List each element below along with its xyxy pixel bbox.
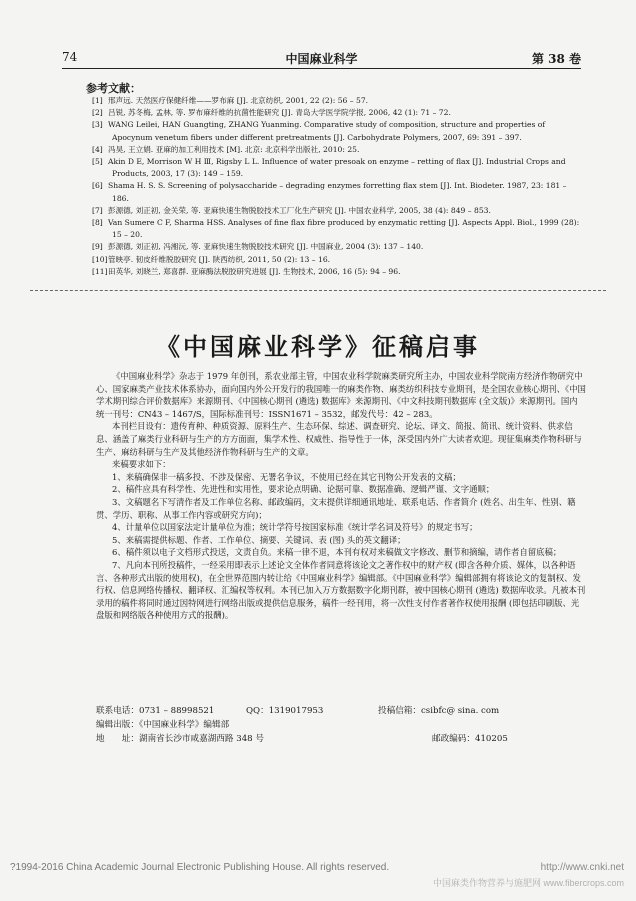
reference-number: [7] (92, 205, 103, 215)
reference-text: 彭源德, 刘正初, 金关荣, 等. 亚麻快速生物脱胶技术工厂化生产研究 [J]. 中国农业科学, 2005, 38 (4): 849 – 853. (108, 205, 491, 215)
requirement-item: 1、来稿确保非一稿多投、不涉及保密、无署名争议，不使用已经在其它刊物公开发表的文稿； (112, 471, 461, 482)
page-header (62, 50, 581, 66)
reference-text: Shama H. S. S. Screening of polysaccharide – degrading enzymes forretting flax stem [J]. Int. Biodeter. 1987, 23: 181 – 186. (108, 181, 567, 203)
requirements-heading: 来稿要求如下： (112, 459, 171, 470)
email-label: 投稿信箱： (378, 706, 421, 716)
reference-item (92, 205, 580, 217)
page-number: 74 (62, 50, 78, 64)
reference-number: [1] (92, 96, 103, 105)
reference-text: WANG Leilei, HAN Guangting, ZHANG Yuanming. Comparative study of composition, structure and properties of Apocynum venetum fibers under different pretreatments [J]. Carbohydrate Polymers, 2007, 69: 391 – 397. (108, 120, 546, 142)
reference-item (92, 107, 580, 119)
reference-item (92, 119, 580, 143)
requirement-item: 4、计量单位以国家法定计量单位为准；统计学符号按国家标准《统计学名词及符号》的规定书写； (112, 522, 478, 533)
qq-value: 1319017953 (268, 706, 324, 716)
reference-text: 邢声远. 天然医疗保健纤维——罗布麻 [J]. 北京纺织, 2001, 22 (2): 56 – 57. (108, 96, 369, 105)
requirement-item: 7、凡向本刊所投稿件，一经采用即表示上述论文全体作者同意将该论文之著作权中的财产权 (即含各种介质、媒体，以各种语言、各种形式出版的使用权)，在全世界范围内转让给《中国麻业科学》编辑部。《中国麻业科学》编辑部拥有将该论文的复制权、发行权、信息网络传播权、翻译权、汇编权等权利。本刊已加入万方数据数字化期刊群，被中国核心期刊 (遴选) 数据库收录。凡被本刊录用的稿件将同时通过因特网进行网络出版或提供信息服务，稿件一经刊用，将一次性支付作者著作权使用报酬 (即包括印刷版、光盘版和网络版各种使用方式的报酬)。 (96, 559, 586, 621)
notice-body (96, 370, 586, 622)
reference-item (92, 144, 580, 156)
contact-row-2 (96, 718, 586, 732)
notice-title: 《中国麻业科学》征稿启事 (156, 333, 480, 361)
dept-value: 《中国麻业科学》编辑部 (138, 720, 230, 730)
reference-number: [3] (92, 120, 103, 130)
requirement-item: 2、稿件应具有科学性、先进性和实用性，要求论点明确、论据可靠、数据准确、逻辑严谨、文字通顺； (112, 484, 495, 495)
reference-item (92, 241, 580, 253)
header-divider (62, 68, 581, 69)
reference-item (92, 95, 580, 107)
reference-item (92, 266, 580, 278)
phone-value: 0731 – 88998521 (138, 706, 215, 716)
reference-number: [6] (92, 181, 103, 191)
dept-label: 编辑出版： (96, 720, 139, 730)
reference-number: [4] (92, 144, 103, 154)
journal-title: 中国麻业科学 (285, 52, 358, 66)
reference-list (92, 95, 580, 278)
reference-text: Akin D E, Morrison W H Ⅲ, Rigsby L L. Influence of water presoak on enzyme – retting of flax [J]. Industrial Crops and Products, 2003, 17 (3): 149 – 159. (108, 157, 566, 179)
postcode-value: 410205 (474, 734, 508, 744)
reference-text: 彭源德, 刘正初, 冯湘沅, 等. 亚麻快速生物脱胶技术研究 [J]. 中国麻业, 2004 (3): 137 – 140. (108, 242, 424, 252)
contact-row-1 (96, 704, 586, 718)
qq-label: QQ： (246, 706, 269, 716)
reference-item (92, 156, 580, 180)
requirement-item: 3、文稿题名下写清作者及工作单位名称、邮政编码，文末提供详细通讯地址、联系电话、作者简介 (姓名、出生年、性别、籍贯、学历、职称、从事工作内容或研究方向)； (96, 496, 576, 520)
reference-item (92, 217, 580, 241)
reference-text: 管映亭. 韧皮纤维脱胶研究 [J]. 陕西纺织, 2011, 50 (2): 13 – 16. (108, 254, 331, 264)
reference-text: Van Sumere C F, Sharma HSS. Analyses of fine flax fibre produced by enzymatic retting [J]. Aspects Appl. Biol., 1999 (28): 15 – 20. (108, 218, 580, 240)
reference-text: 吕锐, 苏冬梅, 孟林, 等. 罗布麻纤维的抗菌性能研究 [J]. 青岛大学医学院学报, 2006, 42 (1): 71 – 72. (108, 108, 451, 118)
reference-number: [2] (92, 108, 103, 118)
contact-row-3 (96, 732, 586, 746)
address-value: 湖南省长沙市咸嘉湖西路 348 号 (138, 734, 264, 744)
cnki-link[interactable]: http://www.cnki.net (540, 862, 624, 873)
columns-paragraph: 本刊栏目设有：遗传育种、种质资源、原料生产、生态环保、综述、调查研究、论坛、译文、简报、简讯、统计资料、供求信息、涵盖了麻类行业科研与生产的方方面面，集学术性、权威性、指导性于一体，深受国内外广大读者欢迎。现征集麻类作物科研与生产、麻纺科研与生产及其他经济作物科研与生产的文章。 (96, 421, 582, 457)
reference-item (92, 254, 580, 266)
requirement-item: 6、稿件须以电子文档形式投送，文责自负。来稿一律不退，本刊有权对来稿做文字修改、删节和摘编，请作者自留底稿； (112, 547, 562, 558)
email-value[interactable]: csibfc@ sina. com (420, 706, 500, 716)
reference-number: [8] (92, 218, 103, 228)
reference-text: 田英华, 刘晓兰, 郑喜群. 亚麻酶法脱胶研究进展 [J]. 生物技术, 2006, 16 (5): 94 – 96. (108, 266, 401, 276)
site-watermark: 中国麻类作物营养与施肥网 www.fibercrops.com (432, 878, 624, 888)
reference-number: [10] (92, 254, 108, 264)
volume-label: 第 38 卷 (531, 52, 581, 66)
section-divider (30, 290, 606, 291)
address-label: 地 址： (96, 734, 139, 744)
reference-number: [11] (92, 266, 108, 276)
requirements-list (96, 471, 586, 622)
reference-text: 冯昊, 王立娟. 亚麻的加工利用技术 [M]. 北京: 北京科学出版社, 2010: 25. (108, 144, 360, 154)
reference-number: [9] (92, 242, 103, 252)
reference-number: [5] (92, 157, 103, 167)
requirement-item: 5、来稿需提供标题、作者、工作单位、摘要、关键词、表 (图) 头的英文翻译； (112, 534, 406, 545)
postcode-label: 邮政编码： (432, 734, 475, 744)
phone-label: 联系电话： (96, 706, 139, 716)
reference-item (92, 180, 580, 204)
contact-block (96, 704, 586, 746)
references-heading: 参考文献： (86, 82, 141, 95)
intro-paragraph: 《中国麻业科学》杂志于 1979 年创刊，系农业部主管，中国农业科学院麻类研究所主办，中国农业科学院南方经济作物研究中心、国家麻类产业技术体系协办，面向国内外公开发行的我国唯一的麻类作物、麻类纺织科技专业期刊，是全国农业核心期刊、《中国学术期刊综合评价数据库》来源期刊、《中国核心期刊 (遴选) 数据库》来源期刊、《中文科技期刊数据库 (全文版)》来源期刊。国内统一刊号：CN43 – 1467/S，国际标准刊号：ISSN1671 – 3532，邮发代号：42 – 283。 (96, 371, 586, 419)
copyright-footer: ?1994-2016 China Academic Journal Electronic Publishing House. All rights reserved. (10, 862, 390, 873)
